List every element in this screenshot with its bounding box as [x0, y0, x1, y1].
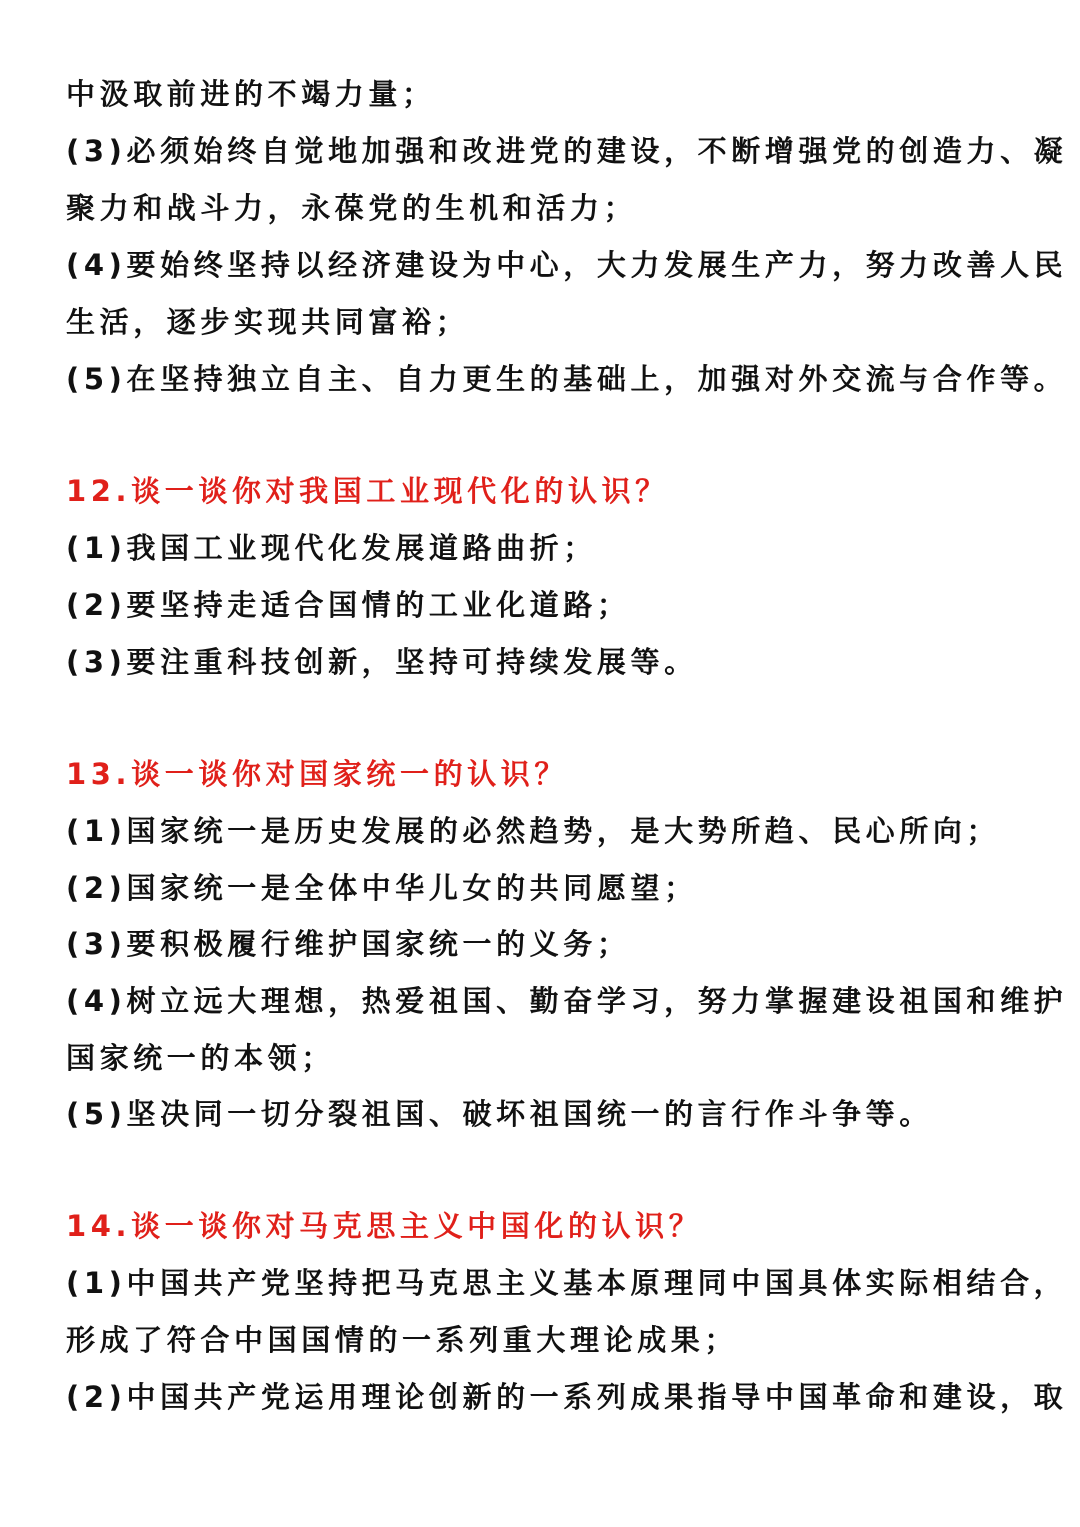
answer-line: (2)要坚持走适合国情的工业化道路； — [66, 588, 631, 622]
intro-line: 中汲取前进的不竭力量； — [66, 77, 436, 111]
answer-line: (5)坚决同一切分裂祖国、破坏祖国统一的言行作斗争等。 — [66, 1097, 933, 1131]
answer-line: (3)要注重科技创新，坚持可持续发展等。 — [66, 645, 698, 679]
answer-line: (3)要积极履行维护国家统一的义务； — [66, 927, 631, 961]
answer-line: (1)我国工业现代化发展道路曲折； — [66, 531, 597, 565]
intro-line: 生活，逐步实现共同富裕； — [66, 305, 470, 339]
answer-line: (2)国家统一是全体中华儿女的共同愿望； — [66, 871, 698, 905]
intro-line: (4)要始终坚持以经济建设为中心，大力发展生产力，努力改善人民 — [66, 248, 1068, 282]
answer-line: 形成了符合中国国情的一系列重大理论成果； — [66, 1323, 739, 1357]
intro-line: (3)必须始终自觉地加强和改进党的建设，不断增强党的创造力、凝 — [66, 134, 1068, 168]
intro-line: (5)在坚持独立自主、自力更生的基础上，加强对外交流与合作等。 — [66, 362, 1068, 396]
answer-line: (1)中国共产党坚持把马克思主义基本原理同中国具体实际相结合， — [66, 1266, 1068, 1300]
answer-line: (4)树立远大理想，热爱祖国、勤奋学习，努力掌握建设祖国和维护 — [66, 984, 1068, 1018]
answer-line: (2)中国共产党运用理论创新的一系列成果指导中国革命和建设，取 — [66, 1380, 1068, 1414]
question-heading-14: 14.谈一谈你对马克思主义中国化的认识？ — [66, 1209, 703, 1243]
question-heading-12: 12.谈一谈你对我国工业现代化的认识？ — [66, 474, 669, 508]
intro-line: 聚力和战斗力，永葆党的生机和活力； — [66, 191, 638, 225]
question-heading-13: 13.谈一谈你对国家统一的认识？ — [66, 757, 568, 791]
answer-line: (1)国家统一是历史发展的必然趋势，是大势所趋、民心所向； — [66, 814, 1001, 848]
answer-line: 国家统一的本领； — [66, 1041, 335, 1075]
